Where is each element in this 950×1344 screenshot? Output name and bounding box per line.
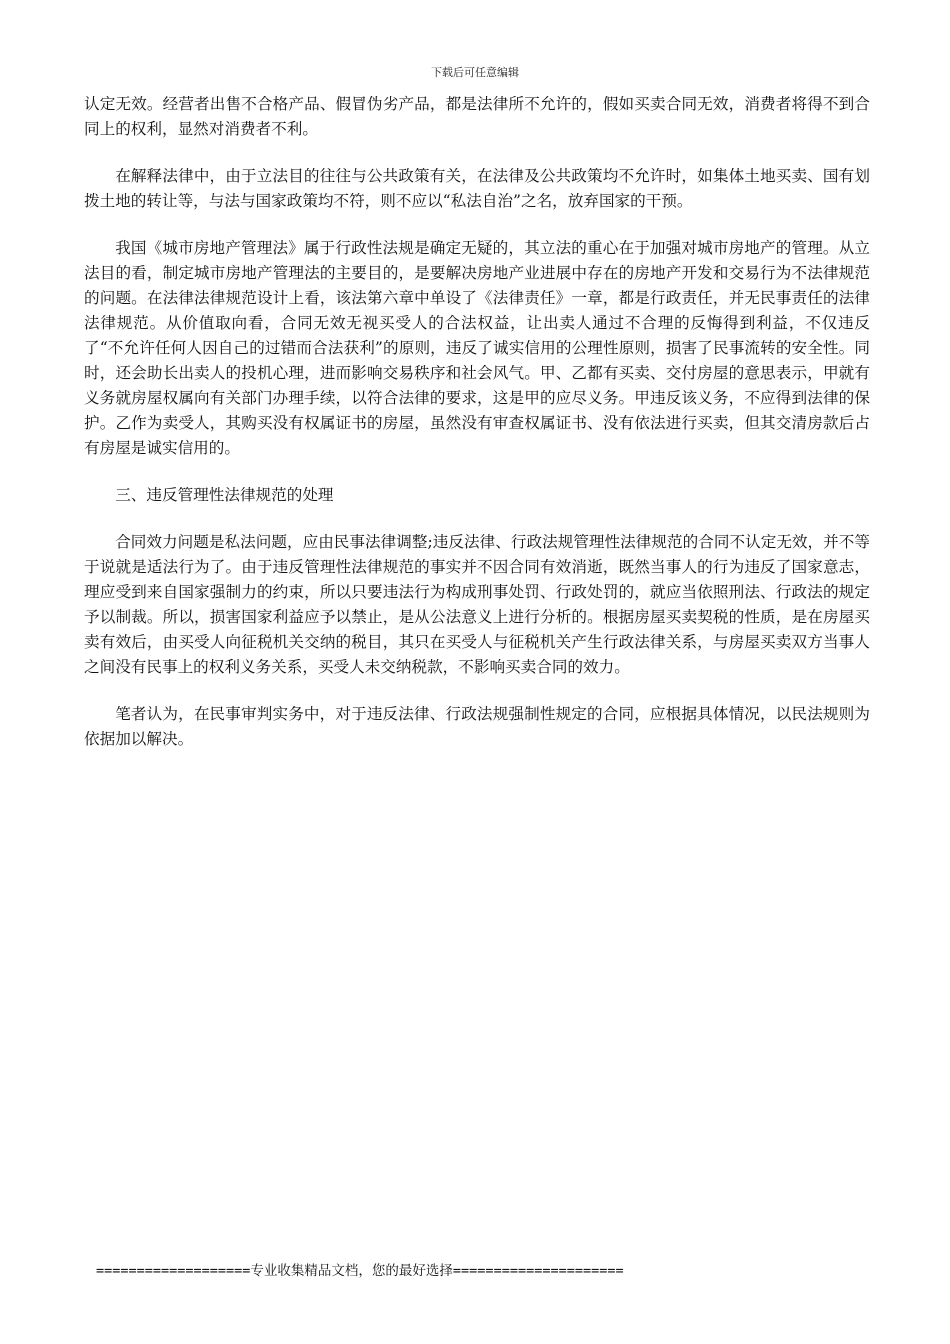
- paragraph-contract-validity: 合同效力问题是私法问题，应由民事法律调整;违反法律、行政法规管理性法律规范的合同不认定无效，并不等于说就是适法行为了。由于违反管理性法律规范的事实并不因合同有效消逝，既然当事人的行为违反了国家意志，理应受到来自国家强制力的约束，所以只要违法行为构成刑事处罚、行政处罚的，就应当依照刑法、行政法的规定予以制裁。所以，损害国家利益应予以禁止，是从公法意义上进行分析的。根据房屋买卖契税的性质，是在房屋买卖有效后，由买受人向征税机关交纳的税目，其只在买受人与征税机关产生行政法律关系，与房屋买卖双方当事人之间没有民事上的权利义务关系，买受人未交纳税款，不影响买卖合同的效力。: [84, 533, 870, 676]
- document-body: [84, 92, 870, 774]
- page-footer: ===================专业收集精品文档，您的最好选择=====================: [96, 1263, 624, 1279]
- page-header: 下载后可任意编辑: [431, 66, 519, 79]
- paragraph-conclusion: 笔者认为，在民事审判实务中，对于违反法律、行政法规强制性规定的合同，应根据具体情况，以民法规则为依据加以解决。: [84, 705, 870, 748]
- paragraph-legal-interpretation: 在解释法律中，由于立法目的往往与公共政策有关，在法律及公共政策均不允许时，如集体土地买卖、国有划拨土地的转让等，与法与国家政策均不符，则不应以“私法自治”之名，放弃国家的干预。: [84, 167, 870, 210]
- section-heading: 三、违反管理性法律规范的处理: [115, 486, 334, 504]
- paragraph-continuation: 认定无效。经营者出售不合格产品、假冒伪劣产品，都是法律所不允许的，假如买卖合同无效，消费者将得不到合同上的权利，显然对消费者不利。: [84, 95, 870, 138]
- paragraph-real-estate-law: 我国《城市房地产管理法》属于行政性法规是确定无疑的，其立法的重心在于加强对城市房地产的管理。从立法目的看，制定城市房地产管理法的主要目的，是要解决房地产业进展中存在的房地产开发和交易行为不法律规范的问题。在法律法律规范设计上看，该法第六章中单设了《法律责任》一章，都是行政责任，并无民事责任的法律法律规范。从价值取向看，合同无效无视买受人的合法权益，让出卖人通过不合理的反悔得到利益，不仅违反了“不允许任何人因自己的过错而合法获利”的原则，违反了诚实信用的公理性原则，损害了民事流转的安全性。同时，还会助长出卖人的投机心理，进而影响交易秩序和社会风气。甲、乙都有买卖、交付房屋的意思表示，甲就有义务就房屋权属向有关部门办理手续，以符合法律的要求，这是甲的应尽义务。甲违反该义务，不应得到法律的保护。乙作为卖受人，其购买没有权属证书的房屋，虽然没有审查权属证书、没有依法进行买卖，但其交清房款后占有房屋是诚实信用的。: [84, 239, 870, 457]
